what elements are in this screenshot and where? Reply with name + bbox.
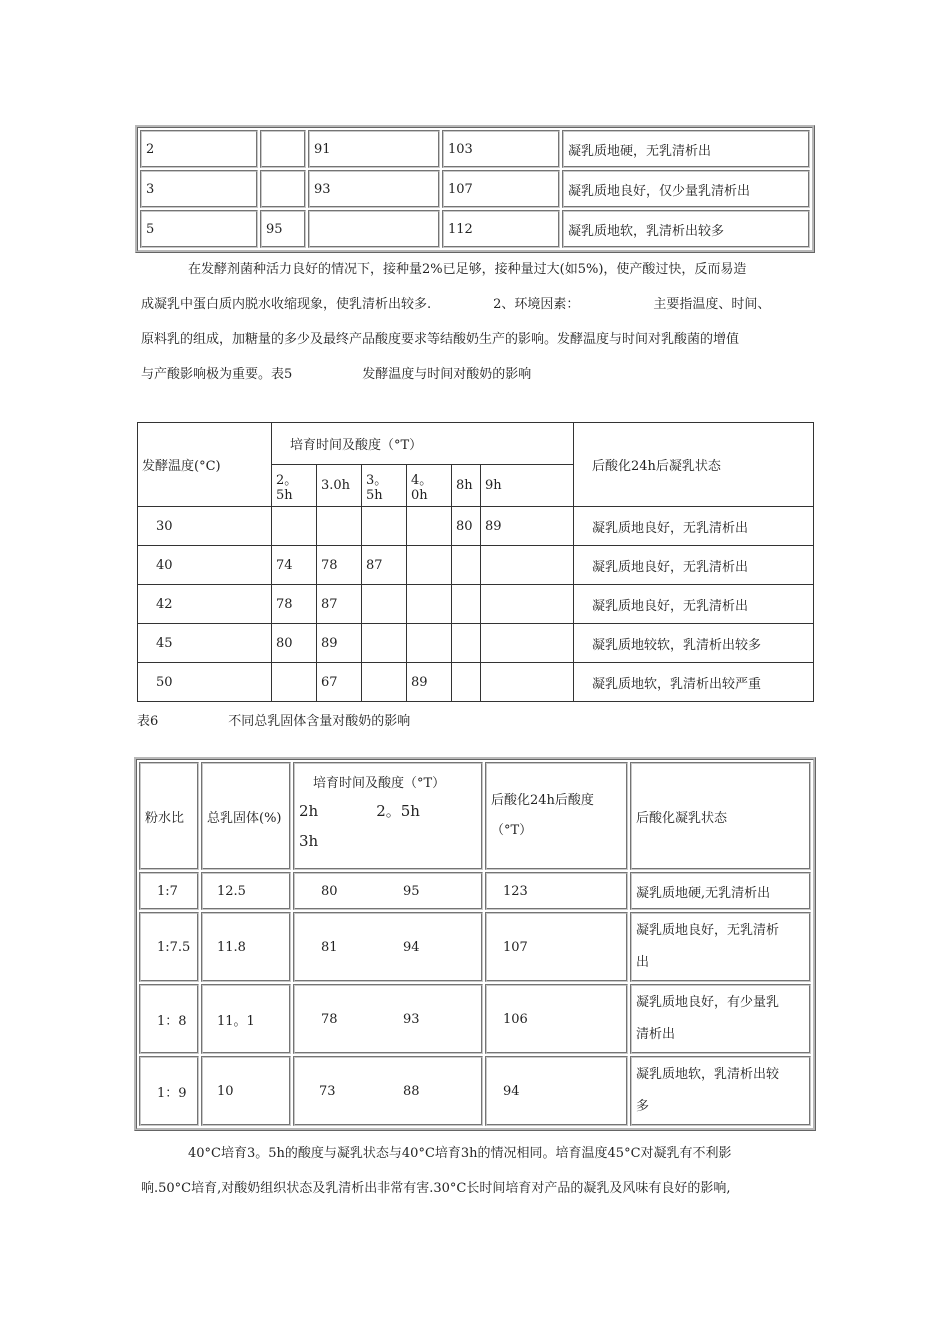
table-cell [452,585,481,624]
table-cell: 80 [321,883,338,899]
table-cell: 42 [138,585,272,624]
table-cell [407,624,452,663]
table-cell: 30 [138,507,272,546]
table-row [140,130,810,168]
paragraph-line [141,287,821,322]
header-post-acidity-unit: （°T） [491,823,533,838]
table-cell [481,663,574,702]
paragraph-text: 主要指温度、时间、 [653,297,771,312]
state-line: 多 [636,1099,650,1114]
table-cell [407,546,452,585]
header-time-row [299,796,477,826]
table-row [140,170,810,208]
table-cell [481,546,574,585]
table-cell: 103 [442,130,560,168]
table-cell: 3 [140,170,258,208]
table-cell: 107 [442,170,560,208]
table-row [138,507,814,546]
table-cell-pair [293,984,483,1054]
temperature-time-table [137,422,814,702]
table-row [140,210,810,248]
table-row [139,912,811,982]
table-cell [362,663,407,702]
table-row [139,872,811,910]
table-cell: 凝乳质地良好，无乳清析出 [574,507,814,546]
table-cell-pair [293,872,483,910]
table-cell: 87 [317,585,362,624]
table-cell: 5 [140,210,258,248]
table-cell: 89 [317,624,362,663]
table-cell: 94 [485,1056,628,1126]
table-cell: 12.5 [201,872,291,910]
table-cell: 凝乳质地软，乳清析出较严重 [574,663,814,702]
header-post-acidity-line: 后酸化24h后酸度 [491,793,594,808]
table-cell: 80 [272,624,317,663]
table-cell: 123 [485,872,628,910]
table-caption-title: 发酵温度与时间对酸奶的影响 [362,367,532,382]
table-cell: 106 [485,984,628,1054]
state-line: 凝乳质地软，乳清析出较 [636,1067,780,1082]
header-incubation [293,762,483,870]
table-cell: 93 [403,1011,420,1027]
paragraph-line [141,357,821,392]
paragraph-line: 响.50°C培育,对酸奶组织状态及乳清析出非常有害.30°C长时间培育对产品的凝乳及风味有良好的影响, [141,1181,731,1196]
header-time: 2h [299,802,319,820]
table-cell: 1:7 [139,872,199,910]
table-cell [407,585,452,624]
table-cell [452,624,481,663]
subheader-time: 3.0h [317,465,362,507]
table-cell: 凝乳质地良好，仅少量乳清析出 [562,170,810,208]
header-post-acid-state: 后酸化24h后凝乳状态 [574,423,814,507]
state-line: 出 [636,955,650,970]
table-cell: 11.8 [201,912,291,982]
paragraph-environment [141,252,821,392]
header-incubation-title: 培育时间及酸度（°T） [313,776,446,791]
table-cell [481,585,574,624]
table-cell: 45 [138,624,272,663]
table-cell: 凝乳质地硬，无乳清析出 [562,130,810,168]
table-caption-label: 表6 [137,714,159,729]
table-cell [362,507,407,546]
paragraph-line: 40°C培育3。5h的酸度与凝乳状态与40°C培育3h的情况相同。培育温度45°C对凝乳有不利影 [188,1146,732,1161]
table-cell: 50 [138,663,272,702]
header-solids: 总乳固体(%) [201,762,291,870]
table-cell [630,1056,811,1126]
table-cell: 89 [407,663,452,702]
table-cell: 87 [362,546,407,585]
table-cell: 88 [403,1083,420,1099]
table-cell: 91 [308,130,440,168]
table-cell [308,210,440,248]
header-state: 后酸化凝乳状态 [630,762,811,870]
subheader-time: 3。5h [362,465,407,507]
header-incubation: 培育时间及酸度（°T） [272,423,574,465]
table-cell: 凝乳质地软，乳清析出较多 [562,210,810,248]
table-cell-pair [293,912,483,982]
table-row [139,984,811,1054]
table-cell: 10 [201,1056,291,1126]
state-line: 凝乳质地良好，有少量乳 [636,995,780,1010]
table-cell [272,507,317,546]
table-cell: 1：8 [139,984,199,1054]
table-cell [362,585,407,624]
table-cell: 93 [308,170,440,208]
table-cell-pair [293,1056,483,1126]
table-row [138,546,814,585]
table-cell [452,663,481,702]
table-cell [260,130,306,168]
state-line: 凝乳质地硬,无乳清析出 [636,885,771,901]
paragraph-temperature-effects [141,1136,821,1206]
table-cell: 94 [403,939,420,955]
table-cell: 凝乳质地较软，乳清析出较多 [574,624,814,663]
table-cell: 1：9 [139,1056,199,1126]
header-temperature: 发酵温度(°C) [138,423,272,507]
inoculum-table [135,125,815,253]
table-cell [630,872,811,910]
table-cell [630,912,811,982]
table-cell [260,170,306,208]
table-cell [362,624,407,663]
subheader-time: 8h [452,465,481,507]
table-row [138,624,814,663]
table-cell: 78 [317,546,362,585]
subheader-time: 4。0h [407,465,452,507]
table-cell: 89 [481,507,574,546]
table-cell: 81 [321,939,338,955]
table-cell: 67 [317,663,362,702]
subheader-time: 2。5h [272,465,317,507]
table-cell: 2 [140,130,258,168]
header-post-acidity [485,762,628,870]
table6-caption [137,710,410,729]
table-cell: 40 [138,546,272,585]
table-cell: 78 [321,1011,338,1027]
table-cell: 凝乳质地良好，无乳清析出 [574,585,814,624]
section-heading: 2、环境因素： [493,297,580,312]
table-cell [630,984,811,1054]
table-cell: 1:7.5 [139,912,199,982]
table-cell: 73 [319,1083,336,1099]
table-caption-label: 与产酸影响极为重要。表5 [141,367,293,382]
subheader-time: 9h [481,465,574,507]
table-cell [452,546,481,585]
table-cell: 80 [452,507,481,546]
table-row [139,1056,811,1126]
milk-solids-table [134,757,816,1131]
table-cell: 107 [485,912,628,982]
table-cell: 95 [260,210,306,248]
table-cell: 74 [272,546,317,585]
header-time: 2。5h [376,802,420,820]
table-cell: 95 [403,883,420,899]
table-cell: 11。1 [201,984,291,1054]
table-row [138,663,814,702]
header-ratio: 粉水比 [139,762,199,870]
paragraph-line: 在发酵剂菌种活力良好的情况下，接种量2%已足够，接种量过大(如5%)，使产酸过快，反而易造 [188,262,747,277]
header-time: 3h [299,832,319,850]
table-cell: 凝乳质地良好，无乳清析出 [574,546,814,585]
table-cell [272,663,317,702]
state-line: 清析出 [636,1027,676,1042]
state-line: 凝乳质地良好，无乳清析 [636,923,780,938]
table-caption-title: 不同总乳固体含量对酸奶的影响 [228,714,411,729]
table-cell [407,507,452,546]
table-row [138,585,814,624]
table-cell [317,507,362,546]
table-cell: 78 [272,585,317,624]
paragraph-line: 原料乳的组成，加糖量的多少及最终产品酸度要求等结酸奶生产的影响。发酵温度与时间对乳酸菌的增值 [141,332,740,347]
paragraph-text: 成凝乳中蛋白质内脱水收缩现象，使乳清析出较多. [141,297,432,312]
table-cell: 112 [442,210,560,248]
table-cell [481,624,574,663]
